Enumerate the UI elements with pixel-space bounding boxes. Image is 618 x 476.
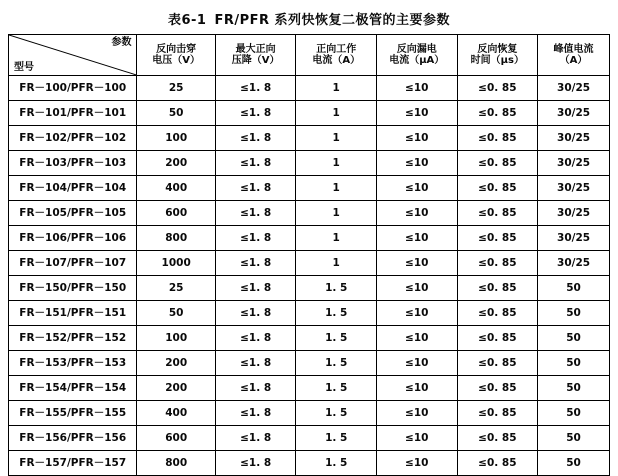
cell-reverse-leakage-current: ≤10 [376,301,457,326]
table-row [9,401,610,426]
cell-reverse-recovery-time: ≤0. 85 [457,226,538,251]
cell-peak-current: 50 [538,401,610,426]
cell-peak-current: 50 [538,326,610,351]
table-row [9,176,610,201]
cell-model: FR－156/PFR－156 [9,426,137,451]
cell-forward-current: 1 [296,201,377,226]
table-body [9,76,610,476]
column-header-line1: 正向工作 [316,43,357,55]
column-header-forward-voltage-drop [215,35,296,76]
cell-breakdown-voltage: 100 [137,326,215,351]
cell-forward-current: 1 [296,76,377,101]
cell-reverse-leakage-current: ≤10 [376,126,457,151]
cell-forward-voltage-drop: ≤1. 8 [215,176,296,201]
cell-reverse-recovery-time: ≤0. 85 [457,451,538,476]
cell-reverse-recovery-time: ≤0. 85 [457,351,538,376]
cell-forward-current: 1. 5 [296,401,377,426]
cell-reverse-recovery-time: ≤0. 85 [457,376,538,401]
table-row [9,276,610,301]
table-row [9,251,610,276]
cell-reverse-recovery-time: ≤0. 85 [457,326,538,351]
column-header-line2: 电流（A） [312,55,361,66]
cell-breakdown-voltage: 1000 [137,251,215,276]
cell-model: FR－151/PFR－151 [9,301,137,326]
cell-breakdown-voltage: 800 [137,226,215,251]
cell-forward-voltage-drop: ≤1. 8 [215,251,296,276]
cell-reverse-recovery-time: ≤0. 85 [457,276,538,301]
cell-reverse-recovery-time: ≤0. 85 [457,101,538,126]
column-header-line1: 峰值电流 [553,43,594,55]
cell-breakdown-voltage: 25 [137,276,215,301]
table-row [9,126,610,151]
cell-model: FR－103/PFR－103 [9,151,137,176]
cell-forward-current: 1 [296,151,377,176]
cell-reverse-leakage-current: ≤10 [376,176,457,201]
cell-breakdown-voltage: 100 [137,126,215,151]
cell-forward-voltage-drop: ≤1. 8 [215,351,296,376]
table-caption [8,9,610,28]
cell-reverse-leakage-current: ≤10 [376,326,457,351]
cell-forward-current: 1. 5 [296,426,377,451]
cell-reverse-leakage-current: ≤10 [376,251,457,276]
cell-forward-voltage-drop: ≤1. 8 [215,301,296,326]
cell-peak-current: 30/25 [538,201,610,226]
cell-model: FR－152/PFR－152 [9,326,137,351]
cell-peak-current: 50 [538,301,610,326]
cell-peak-current: 30/25 [538,126,610,151]
column-header-forward-current [296,35,377,76]
cell-reverse-recovery-time: ≤0. 85 [457,126,538,151]
table-header [9,35,610,76]
cell-forward-voltage-drop: ≤1. 8 [215,151,296,176]
cell-forward-voltage-drop: ≤1. 8 [215,276,296,301]
cell-model: FR－106/PFR－106 [9,226,137,251]
table-row [9,351,610,376]
cell-breakdown-voltage: 200 [137,376,215,401]
cell-forward-voltage-drop: ≤1. 8 [215,401,296,426]
cell-reverse-recovery-time: ≤0. 85 [457,251,538,276]
column-header-line2: 电流（μA） [389,55,445,66]
table-row [9,426,610,451]
cell-peak-current: 30/25 [538,101,610,126]
column-header-line1: 反向恢复 [477,43,518,55]
column-header-breakdown-voltage [137,35,215,76]
cell-reverse-recovery-time: ≤0. 85 [457,401,538,426]
cell-reverse-recovery-time: ≤0. 85 [457,426,538,451]
column-header-peak-current [538,35,610,76]
cell-peak-current: 50 [538,351,610,376]
cell-forward-voltage-drop: ≤1. 8 [215,201,296,226]
cell-breakdown-voltage: 25 [137,76,215,101]
cell-forward-current: 1. 5 [296,351,377,376]
column-header-line2: 压降（V） [231,55,280,66]
column-header-reverse-leakage-current [376,35,457,76]
cell-forward-current: 1. 5 [296,451,377,476]
cell-model: FR－153/PFR－153 [9,351,137,376]
cell-reverse-recovery-time: ≤0. 85 [457,301,538,326]
cell-model: FR－101/PFR－101 [9,101,137,126]
cell-forward-current: 1. 5 [296,301,377,326]
column-header-reverse-recovery-time [457,35,538,76]
column-header-line2: 时间（μs） [470,55,524,66]
table-caption-title: FR/PFR 系列快恢复二极管的主要参数 [214,13,451,28]
cell-model: FR－104/PFR－104 [9,176,137,201]
cell-breakdown-voltage: 50 [137,301,215,326]
cell-peak-current: 50 [538,276,610,301]
cell-peak-current: 30/25 [538,251,610,276]
table-row [9,226,610,251]
cell-reverse-recovery-time: ≤0. 85 [457,151,538,176]
column-header-line1: 反向漏电 [396,43,437,55]
cell-forward-current: 1 [296,251,377,276]
cell-breakdown-voltage: 50 [137,101,215,126]
cell-forward-current: 1. 5 [296,326,377,351]
cell-breakdown-voltage: 200 [137,151,215,176]
cell-peak-current: 50 [538,376,610,401]
cell-peak-current: 50 [538,426,610,451]
header-model-label: 型号 [14,61,34,73]
table-row [9,151,610,176]
cell-forward-voltage-drop: ≤1. 8 [215,451,296,476]
table-row [9,376,610,401]
cell-model: FR－157/PFR－157 [9,451,137,476]
cell-forward-current: 1 [296,126,377,151]
cell-reverse-recovery-time: ≤0. 85 [457,76,538,101]
cell-breakdown-voltage: 800 [137,451,215,476]
cell-breakdown-voltage: 400 [137,401,215,426]
cell-breakdown-voltage: 600 [137,201,215,226]
column-header-line2: 电压（V） [152,55,201,66]
cell-model: FR－154/PFR－154 [9,376,137,401]
cell-reverse-leakage-current: ≤10 [376,201,457,226]
cell-forward-voltage-drop: ≤1. 8 [215,76,296,101]
cell-reverse-recovery-time: ≤0. 85 [457,201,538,226]
table-caption-number: 表6-1 [167,13,207,28]
table-row [9,201,610,226]
cell-model: FR－107/PFR－107 [9,251,137,276]
cell-peak-current: 30/25 [538,76,610,101]
column-header-line2: （A） [559,55,588,66]
cell-model: FR－105/PFR－105 [9,201,137,226]
cell-forward-current: 1 [296,176,377,201]
cell-peak-current: 30/25 [538,176,610,201]
cell-forward-current: 1 [296,101,377,126]
cell-breakdown-voltage: 600 [137,426,215,451]
cell-reverse-leakage-current: ≤10 [376,226,457,251]
cell-forward-voltage-drop: ≤1. 8 [215,226,296,251]
cell-reverse-leakage-current: ≤10 [376,76,457,101]
cell-breakdown-voltage: 200 [137,351,215,376]
cell-reverse-leakage-current: ≤10 [376,401,457,426]
cell-forward-voltage-drop: ≤1. 8 [215,326,296,351]
cell-forward-voltage-drop: ≤1. 8 [215,376,296,401]
cell-reverse-leakage-current: ≤10 [376,351,457,376]
cell-model: FR－155/PFR－155 [9,401,137,426]
cell-model: FR－102/PFR－102 [9,126,137,151]
cell-forward-current: 1 [296,226,377,251]
cell-forward-voltage-drop: ≤1. 8 [215,426,296,451]
cell-peak-current: 50 [538,451,610,476]
cell-reverse-leakage-current: ≤10 [376,426,457,451]
header-param-label: 参数 [111,37,132,48]
parameters-table [8,34,610,476]
cell-reverse-leakage-current: ≤10 [376,151,457,176]
table-row [9,76,610,101]
cell-peak-current: 30/25 [538,226,610,251]
cell-forward-voltage-drop: ≤1. 8 [215,101,296,126]
table-row [9,101,610,126]
cell-forward-current: 1. 5 [296,276,377,301]
cell-reverse-leakage-current: ≤10 [376,276,457,301]
table-header-row [9,35,610,76]
cell-forward-current: 1. 5 [296,376,377,401]
cell-reverse-leakage-current: ≤10 [376,451,457,476]
cell-forward-voltage-drop: ≤1. 8 [215,126,296,151]
table-row [9,451,610,476]
cell-reverse-leakage-current: ≤10 [376,376,457,401]
table-row [9,301,610,326]
column-header-line1: 最大正向 [235,43,276,55]
cell-peak-current: 30/25 [538,151,610,176]
cell-breakdown-voltage: 400 [137,176,215,201]
table-row [9,326,610,351]
column-header-line1: 反向击穿 [156,43,197,55]
cell-model: FR－100/PFR－100 [9,76,137,101]
header-corner-cell [9,35,137,76]
cell-model: FR－150/PFR－150 [9,276,137,301]
cell-reverse-leakage-current: ≤10 [376,101,457,126]
cell-reverse-recovery-time: ≤0. 85 [457,176,538,201]
